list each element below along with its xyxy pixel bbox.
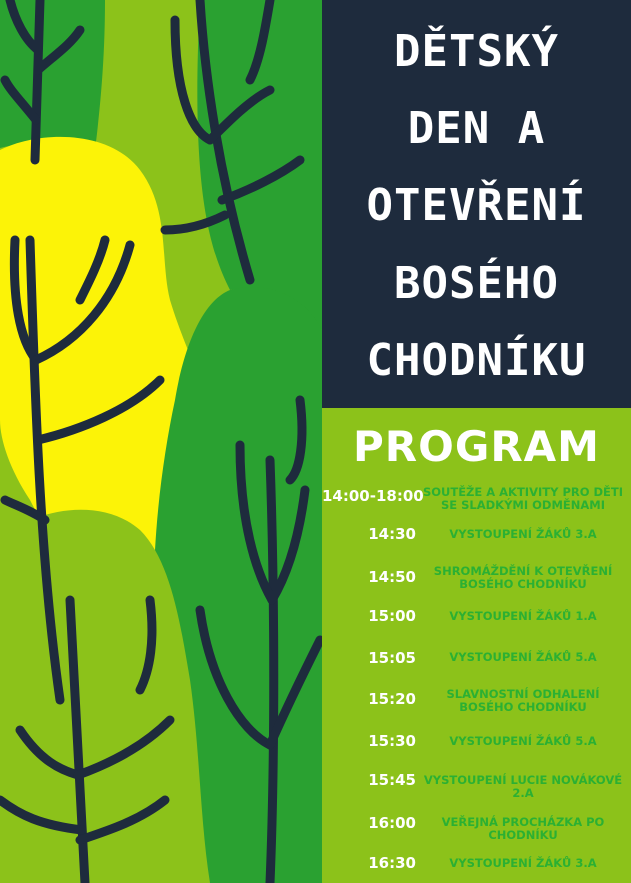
program-time: 15:00 [368, 607, 416, 625]
program-event: VYSTOUPENÍ ŽÁKŮ 5.A [449, 734, 597, 748]
program-event: SHROMÁŽDĚNÍ K OTEVŘENÍ BOSÉHO CHODNÍKU [433, 564, 613, 591]
program-panel [322, 408, 631, 883]
program-item-6 [322, 688, 631, 728]
program-item-9 [322, 813, 631, 853]
program-event: VYSTOUPENÍ ŽÁKŮ 5.A [449, 650, 597, 664]
program-time: 15:30 [368, 732, 416, 750]
program-heading: PROGRAM [353, 422, 600, 471]
program-time: 15:05 [368, 649, 416, 667]
program-event: SLAVNOSTNÍ ODHALENÍ BOSÉHO CHODNÍKU [446, 687, 600, 714]
program-time: 15:20 [368, 690, 416, 708]
program-item-4 [322, 607, 631, 647]
program-item-8 [322, 771, 631, 811]
program-item-7 [322, 731, 631, 771]
title-panel [322, 0, 631, 408]
program-time: 14:30 [368, 525, 416, 543]
title-line-2: DEN A [407, 103, 546, 154]
program-item-10 [322, 854, 631, 883]
title-line-1: DĚTSKÝ [394, 26, 559, 77]
program-time: 15:45 [368, 771, 416, 789]
program-time: 16:00 [368, 814, 416, 832]
title-line-5: CHODNÍKU [366, 335, 587, 386]
title-line-3: OTEVŘENÍ [366, 180, 587, 231]
program-event: VYSTOUPENÍ ŽÁKŮ 3.A [449, 856, 597, 870]
program-item-1 [322, 486, 631, 526]
program-item-3 [322, 565, 631, 605]
program-event: SOUTĚŽE A AKTIVITY PRO DĚTI SE SLADKÝMI ODMĚNAMI [422, 485, 624, 512]
program-time: 16:30 [368, 854, 416, 872]
program-event: VYSTOUPENÍ ŽÁKŮ 3.A [449, 527, 597, 541]
program-event: VEŘEJNÁ PROCHÁZKA PO CHODNÍKU [441, 815, 605, 842]
program-item-2 [322, 525, 631, 565]
program-event: VYSTOUPENÍ LUCIE NOVÁKOVÉ 2.A [423, 773, 623, 800]
program-event: VYSTOUPENÍ ŽÁKŮ 1.A [449, 609, 597, 623]
program-time: 14:00-18:00 [322, 487, 424, 505]
program-item-5 [322, 648, 631, 688]
program-time: 14:50 [368, 568, 416, 586]
title-line-4: BOSÉHO [394, 258, 559, 309]
